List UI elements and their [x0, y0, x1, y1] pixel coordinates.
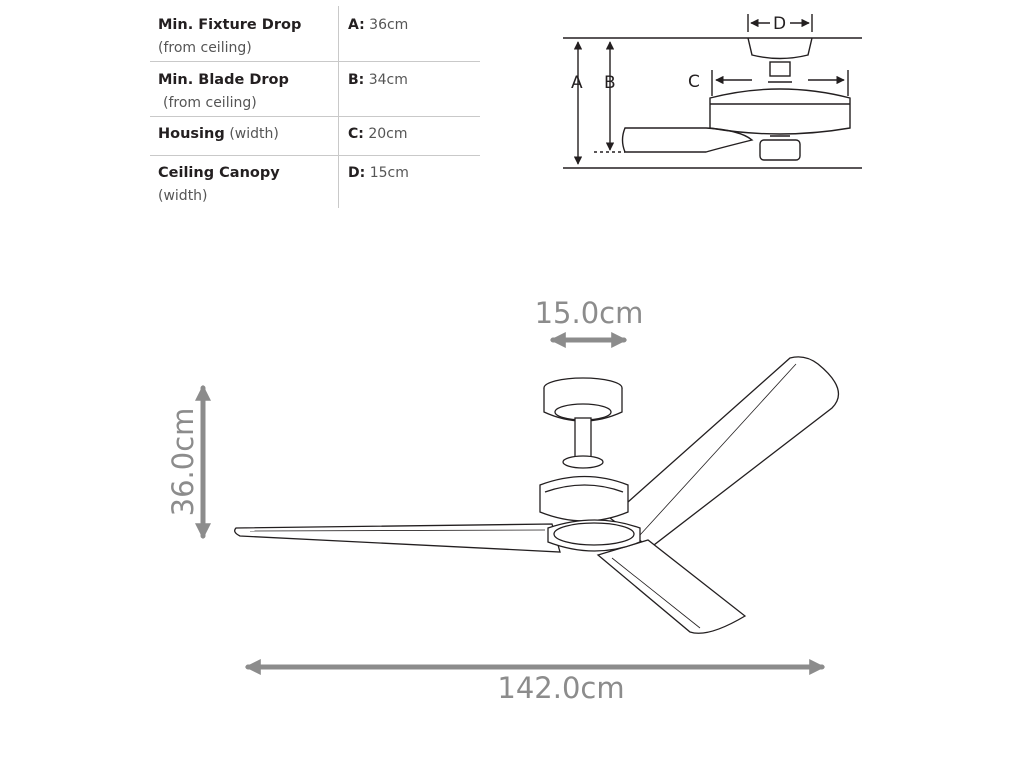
- spec-sublabel: (width): [158, 188, 208, 204]
- spec-label: Min. Blade Drop: [158, 72, 289, 88]
- spec-letter: A:: [348, 17, 365, 33]
- motor-housing: [540, 477, 628, 522]
- downrod-shape: [770, 62, 790, 76]
- spec-letter: D:: [348, 165, 366, 181]
- letter-c: C: [688, 72, 700, 92]
- spec-label: Housing: [158, 126, 225, 142]
- spec-sublabel: (width): [229, 126, 279, 142]
- letter-a: A: [571, 73, 583, 93]
- span-label: 142.0cm: [497, 671, 625, 705]
- blade-lower: [598, 540, 745, 633]
- spec-label: Ceiling Canopy: [158, 165, 280, 181]
- blade-shape: [623, 128, 753, 152]
- blade-left: [235, 524, 560, 552]
- downrod: [575, 418, 591, 460]
- spec-letter: C:: [348, 126, 364, 142]
- canopy-width-label: 15.0cm: [534, 296, 644, 330]
- hub-light: [554, 523, 634, 545]
- spec-label: Min. Fixture Drop: [158, 17, 302, 33]
- spec-value: 20cm: [368, 126, 408, 142]
- spec-sublabel: (from ceiling): [158, 40, 252, 56]
- spec-value: 34cm: [368, 72, 408, 88]
- housing-shape: [710, 89, 850, 134]
- spec-value: 15cm: [369, 165, 409, 181]
- spec-letter: B:: [348, 72, 365, 88]
- letter-d: D: [773, 14, 787, 34]
- spec-value: 36cm: [369, 17, 409, 33]
- spec-sublabel: (from ceiling): [163, 95, 257, 111]
- blade-right: [610, 357, 838, 548]
- canopy-shape: [748, 38, 812, 59]
- letter-b: B: [604, 73, 616, 93]
- ceiling-fan-drawing: [235, 357, 839, 633]
- height-label: 36.0cm: [166, 407, 200, 517]
- light-kit-shape: [760, 140, 800, 160]
- motor-collar: [563, 456, 603, 468]
